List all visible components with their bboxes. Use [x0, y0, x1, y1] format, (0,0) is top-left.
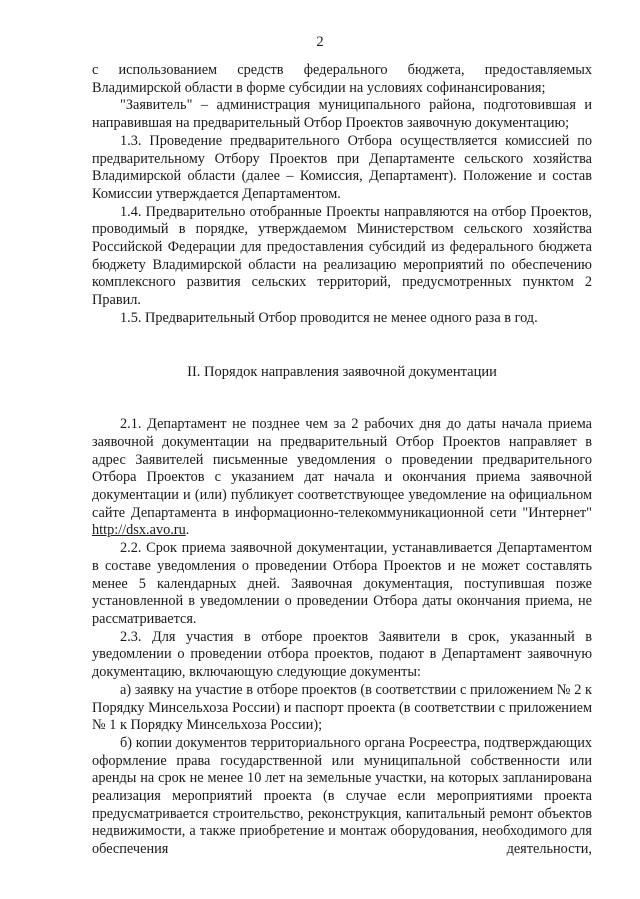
- paragraph-2-3: 2.3. Для участия в отборе проектов Заявители в срок, указанный в уведомлении о проведении отбора проектов, подают в Департамент заявочную документацию, включающую следующие документы:: [92, 628, 592, 681]
- paragraph-1-3: 1.3. Проведение предварительного Отбора осуществляется комиссией по предварительному Отбору Проектов при Департаменте сельского хозяйства Владимирской области (далее – Комиссия, Департамент). Положение и состав Комиссии утверждается Департаментом.: [92, 132, 592, 202]
- paragraph-item-b: б) копии документов территориального органа Росреестра, подтверждающих оформление права государственной или муниципальной собственности или аренды на срок не менее 10 лет на земельные участки, на которых запланирована реализация мероприятий проекта (в случае если мероприятиями проекта предусматривается строительство, реконструкция, капитальный ремонт объектов недвижимости, а также приобретение и монтаж оборудования, необходимого для обеспечения деятельности,: [92, 734, 592, 858]
- paragraph-1-5: 1.5. Предварительный Отбор проводится не менее одного раза в год.: [120, 309, 538, 326]
- paragraph-2-1: [92, 416, 592, 540]
- paragraph-continuation: с использованием средств федерального бюджета, предоставляемых Владимирской области в форме субсидии на условиях софинансирования;: [92, 62, 592, 96]
- paragraph-2-1-end: .: [185, 522, 190, 539]
- section-heading: II. Порядок направления заявочной документации: [187, 363, 497, 380]
- website-link[interactable]: http://dsx.avo.ru: [92, 522, 186, 539]
- paragraph-2-2: 2.2. Срок приема заявочной документации, устанавливается Департаментом в составе уведомления о проведении Отбора Проектов и не может составлять менее 5 календарных дней. Заявочная документация, поступившая позже установленной в уведомлении о проведении Отбора даты окончания приема, не рассматривается.: [92, 540, 592, 627]
- page-number: 2: [316, 34, 324, 50]
- paragraph-item-a: а) заявку на участие в отборе проектов (в соответствии с приложением № 2 к Порядку Минсельхоза России) и паспорт проекта (в соответствии с приложением № 1 к Порядку Минсельхоза России);: [92, 681, 592, 734]
- paragraph-2-1-text: 2.1. Департамент не позднее чем за 2 рабочих дня до даты начала приема заявочной документации на предварительный Отбор Проектов направляет в адрес Заявителей письменные уведомления о проведении предварительного Отбора Проектов с указанием дат начала и окончания приема заявочной документации и (или) публикует соответствующее уведомление на официальном сайте Департамента в информационно-телекоммуникационной сети "Интернет": [92, 416, 592, 521]
- paragraph-applicant-definition: "Заявитель" – администрация муниципального района, подготовившая и направившая на предварительный Отбор Проектов заявочную документацию;: [92, 97, 592, 132]
- paragraph-1-4: 1.4. Предварительно отобранные Проекты направляются на отбор Проектов, проводимый в порядке, утверждаемом Министерством сельского хозяйства Российской Федерации для предоставления субсидий из федерального бюджета бюджету Владимирской области на реализацию мероприятий по обеспечению комплексного развития сельских территорий, предусмотренных пунктом 2 Правил.: [92, 203, 592, 309]
- document-body: [92, 62, 592, 859]
